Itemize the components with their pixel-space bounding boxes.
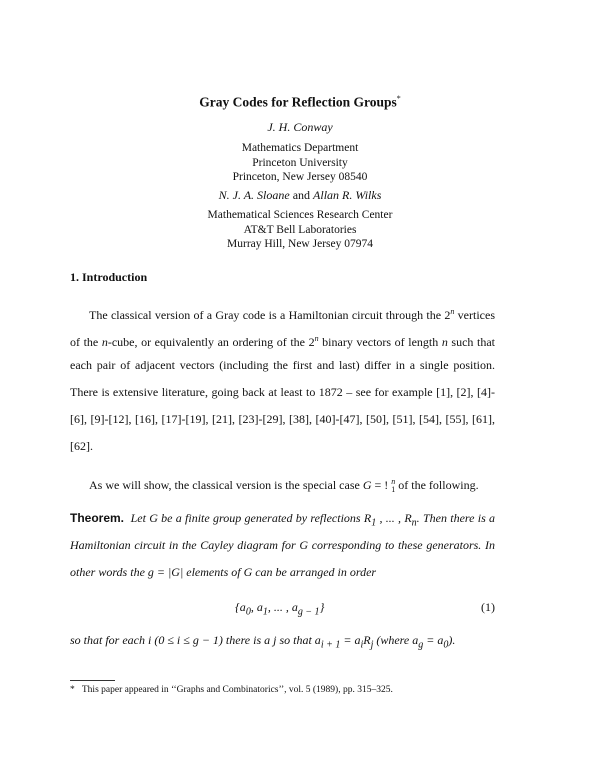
text-line: each pair of adjacent vectors (including the first and last) differ in a single position. bbox=[70, 358, 495, 372]
author-sloane: N. J. A. Sloane bbox=[218, 188, 290, 202]
section-heading: 1. Introduction bbox=[70, 270, 148, 284]
special-case-paragraph bbox=[70, 478, 495, 505]
equation-expression: {$a_0$, $a_1$, ... , $a_{g - 1}$} bbox=[235, 600, 325, 618]
title-footnote-mark: * bbox=[396, 94, 401, 103]
affil-line: Mathematical Sciences Research Center bbox=[207, 209, 393, 221]
footnote-rule bbox=[70, 680, 115, 681]
intro-paragraph bbox=[70, 304, 495, 466]
text-line: Theorem. Let G be a finite group generated by reflections $R_1$ , ... , $R_n$. Then there is a bbox=[70, 511, 496, 529]
affiliation-att bbox=[0, 208, 600, 252]
affil-line: Princeton University bbox=[252, 156, 348, 169]
text-line: The classical version of a Gray code is a Hamiltonian circuit through the 2$^n$ vertices bbox=[89, 307, 495, 322]
footnote-text: This paper appeared in ‘‘Graphs and Combinatorics’’, vol. 5 (1989), pp. 315–325. bbox=[81, 685, 393, 695]
title-text: Gray Codes for Reflection Groups bbox=[199, 94, 397, 110]
affil-line: AT&T Bell Laboratories bbox=[243, 223, 357, 236]
text-line: of the n-cube, or equivalently an ordering of the 2$^n$ binary vectors of length n such that bbox=[70, 334, 495, 349]
text-line: [62]. bbox=[70, 439, 93, 453]
after-equation-text bbox=[70, 633, 495, 660]
authors-sloane-wilks bbox=[0, 188, 600, 203]
text-line: There is extensive literature, going back at least to 1872 – see for example [1], [2], [4]- bbox=[70, 385, 495, 399]
affiliation-princeton bbox=[0, 141, 600, 185]
author-wilks: Allan R. Wilks bbox=[313, 188, 382, 202]
footnote-mark: * bbox=[70, 685, 75, 695]
paper-title bbox=[0, 94, 600, 111]
footnote bbox=[70, 685, 393, 695]
text-line: Hamiltonian circuit in the Cayley diagram for G corresponding to these generators. In bbox=[70, 538, 495, 552]
equation-number: (1) bbox=[481, 600, 495, 614]
affil-line: Murray Hill, New Jersey 07974 bbox=[227, 238, 373, 250]
theorem-label: Theorem. bbox=[70, 511, 125, 525]
author-conway: J. H. Conway bbox=[267, 120, 333, 134]
text-line: other words the g = |G| elements of G can be arranged in order bbox=[70, 565, 377, 579]
text-line: As we will show, the classical version is the special case G = ! n 1 of the following. bbox=[89, 477, 479, 495]
text-line: so that for each i (0 ≤ i ≤ g − 1) there is a j so that $a_{i + 1} = a_iR_j$ (where $a_g = a_0$). bbox=[70, 633, 456, 651]
affil-line: Princeton, New Jersey 08540 bbox=[232, 171, 368, 183]
theorem-block bbox=[70, 511, 495, 592]
author-and: and bbox=[292, 188, 311, 202]
text-line: [6], [9]-[12], [16], [17]-[19], [21], [23]-[29], [38], [40]-[47], [50], [51], [54], [55], [61], bbox=[70, 412, 495, 426]
affil-line: Mathematics Department bbox=[241, 142, 359, 154]
